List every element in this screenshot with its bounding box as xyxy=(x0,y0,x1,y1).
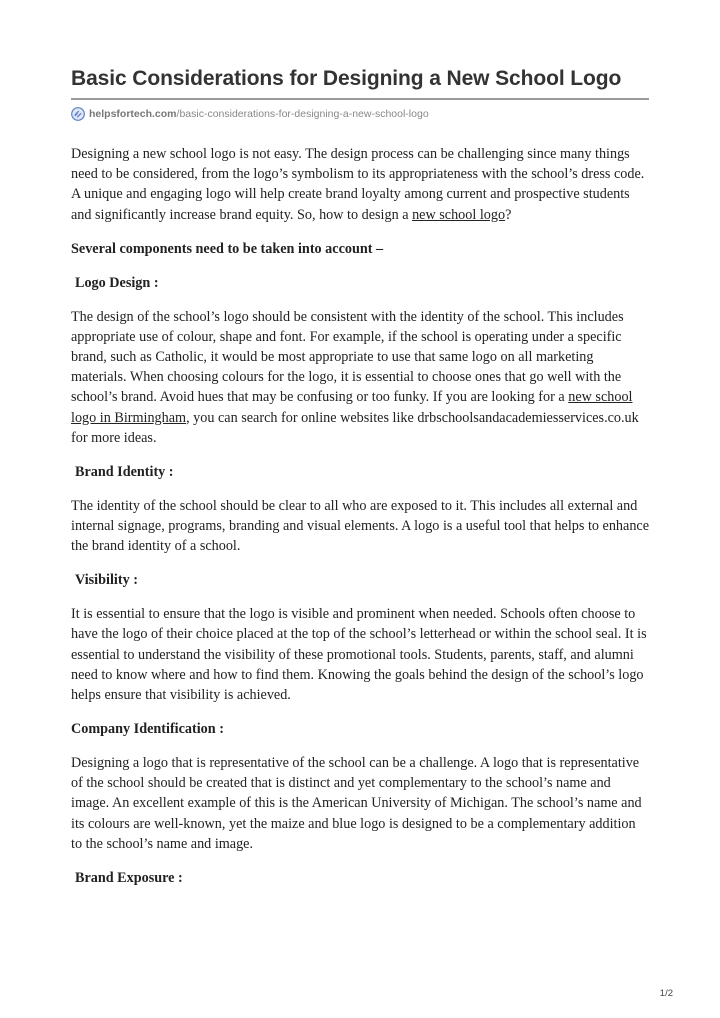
source-domain: helpsfortech.com xyxy=(89,108,177,120)
title-divider xyxy=(71,98,649,100)
logo-design-heading: Logo Design : xyxy=(75,274,159,291)
brand-exposure-heading: Brand Exposure : xyxy=(75,869,183,886)
logo-design-text: The design of the school’s logo should be consistent with the identity of the school. This includes appropriate use of colour, shape and font. For example, if the school is operating under a specific brand, such as Catholic, it would be most appropriate to use that same logo on all marketing materials. When choosing colours for the logo, it is essential to choose ones that go well with the school’s brand. Avoid hues that may be confusing or too funky. If you are looking for a xyxy=(71,308,624,406)
article-body xyxy=(71,144,649,888)
logo-design-paragraph xyxy=(71,307,649,448)
company-identification-heading: Company Identification : xyxy=(71,721,224,738)
brand-identity-heading: Brand Identity : xyxy=(75,463,174,480)
source-line xyxy=(71,107,649,121)
birmingham-logo-link[interactable]: new school logo in Birmingham xyxy=(71,389,633,426)
components-heading: Several components need to be taken into account – xyxy=(71,240,384,257)
visibility-heading: Visibility : xyxy=(75,572,138,589)
logo-design-text-end: , you can search for online websites like drbschoolsandacademiesservices.co.uk for more ideas. xyxy=(71,409,639,446)
brand-identity-paragraph: The identity of the school should be clear to all who are exposed to it. This includes all external and internal signage, programs, branding and visual elements. A logo is a useful tool that helps to enhance the brand identity of a school. xyxy=(71,497,650,555)
source-link[interactable] xyxy=(89,108,429,120)
intro-paragraph xyxy=(71,144,649,225)
intro-text: Designing a new school logo is not easy. The design process can be challenging since many things need to be considered, from the logo’s symbolism to its appropriateness with the school’s dress code. A unique and engaging logo will help create brand loyalty among current and prospective students and significantly increase brand equity. So, how to design a xyxy=(71,146,645,223)
document-page xyxy=(71,64,649,902)
document-title: Basic Considerations for Designing a New School Logo xyxy=(71,67,622,90)
source-path: /basic-considerations-for-designing-a-new-school-logo xyxy=(176,108,429,120)
company-identification-paragraph: Designing a logo that is representative of the school can be a challenge. A logo that is representative of the school should be created that is distinct and yet complementary to the school’s name and image. An excellent example of this is the American University of Michigan. The school’s name and its colours are well-known, yet the maize and blue logo is designed to be a complementary addition to the school’s name and image. xyxy=(71,755,642,852)
new-school-logo-link[interactable]: new school logo xyxy=(412,206,506,223)
link-icon xyxy=(71,107,85,121)
page-number: 1/2 xyxy=(659,988,673,999)
visibility-paragraph: It is essential to ensure that the logo is visible and prominent when needed. Schools often choose to have the logo of their choice placed at the top of the school’s letterhead or within the school seal. It is essential to understand the visibility of these promotional tools. Students, parents, staff, and alumni need to know where and how to find them. Knowing the goals behind the design of the school’s logo helps ensure that visibility is achieved. xyxy=(71,606,647,704)
intro-text-end: ? xyxy=(505,206,512,223)
